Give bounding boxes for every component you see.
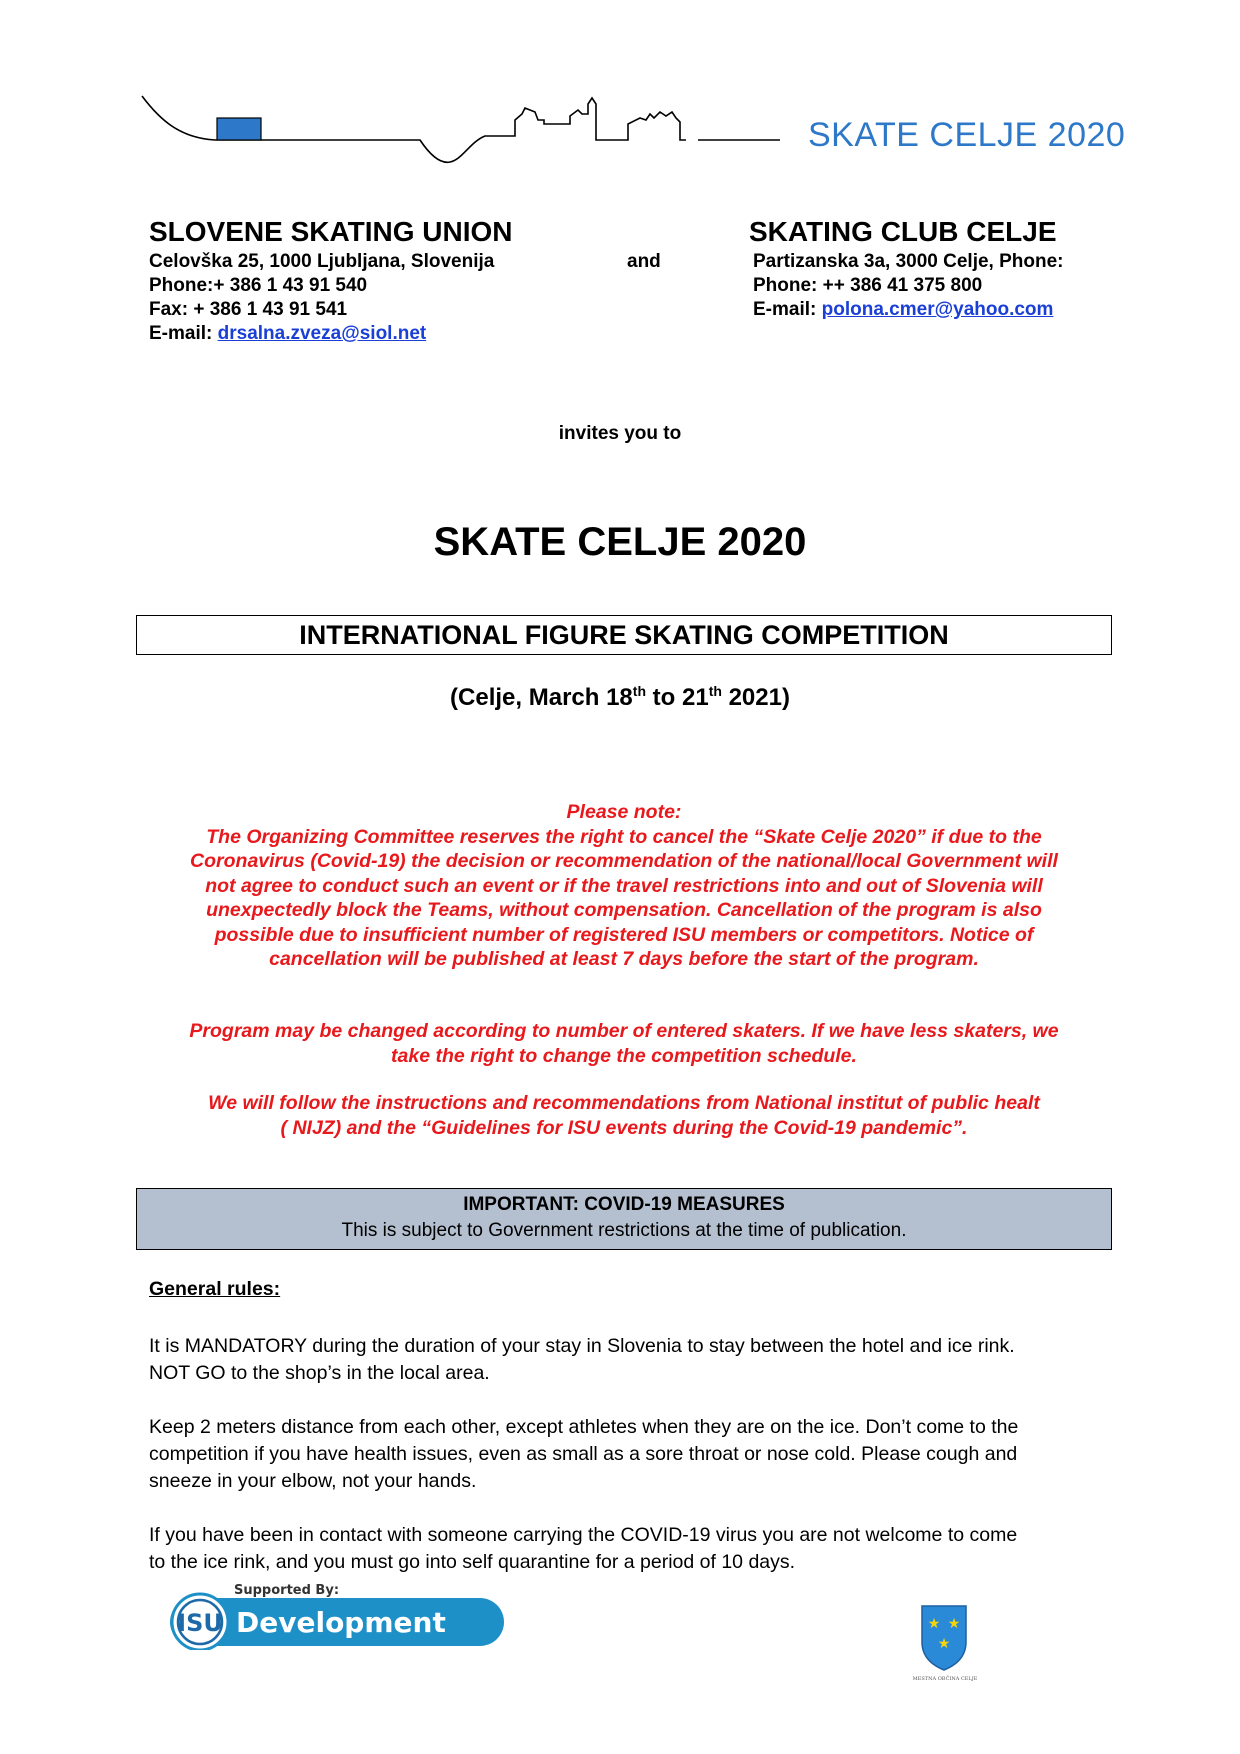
- left-org-name: SLOVENE SKATING UNION: [149, 216, 513, 247]
- right-org-phone: Phone: ++ 386 41 375 800: [753, 275, 983, 296]
- rule-line: sneeze in your elbow, not your hands.: [149, 1470, 477, 1492]
- right-org-email-row: [753, 298, 1053, 322]
- note-line: unexpectedly block the Teams, without compensation. Cancellation of the program is also: [206, 899, 1042, 921]
- event-title: SKATE CELJE 2020: [433, 520, 807, 564]
- rule-line: If you have been in contact with someone carrying the COVID-19 virus you are not welcome to come: [149, 1524, 1018, 1546]
- competition-title-box: INTERNATIONAL FIGURE SKATING COMPETITION: [136, 615, 1112, 655]
- rule-line: competition if you have health issues, even as small as a sore throat or nose cold. Please cough and: [149, 1443, 1018, 1465]
- crest-caption: MESTNA OBČINA CELJE: [912, 1676, 978, 1682]
- left-org-address: Celovška 25, 1000 Ljubljana, Slovenija: [149, 251, 495, 272]
- organizers-and: and: [627, 251, 661, 272]
- rule-line: It is MANDATORY during the duration of your stay in Slovenia to stay between the hotel and ice rink.: [149, 1335, 1015, 1357]
- note-heading: Please note:: [566, 801, 682, 823]
- rule-line: to the ice rink, and you must go into self quarantine for a period of 10 days.: [149, 1551, 796, 1573]
- note-line: The Organizing Committee reserves the right to cancel the “Skate Celje 2020” if due to the: [206, 825, 1042, 848]
- note-line: We will follow the instructions and recommendations from National institut of public healt: [208, 1092, 1040, 1114]
- note-program-change: [140, 1019, 1108, 1068]
- right-org-name: SKATING CLUB CELJE: [749, 216, 1057, 247]
- isu-development-logo: [168, 1580, 508, 1650]
- covid-box-subtitle: This is subject to Government restrictions at the time of publication.: [341, 1220, 907, 1241]
- covid-box-title: IMPORTANT: COVID-19 MEASURES: [463, 1194, 785, 1215]
- celje-coat-of-arms-icon: [918, 1602, 970, 1672]
- rule-line: Keep 2 meters distance from each other, except athletes when they are on the ice. Don’t come to the: [149, 1416, 1019, 1438]
- left-org-fax: Fax: + 386 1 43 91 541: [149, 299, 348, 320]
- right-org-email-link[interactable]: polona.cmer@yahoo.com: [821, 299, 1054, 320]
- left-org-phone: Phone:+ 386 1 43 91 540: [149, 275, 368, 296]
- left-org-email-row: [149, 322, 426, 346]
- rule-paragraph-2: [149, 1414, 1129, 1495]
- svg-text:★: ★: [947, 1616, 961, 1632]
- header-skyline-graphic: [140, 90, 800, 168]
- svg-text:★: ★: [937, 1636, 951, 1652]
- isu-mark: ISU: [177, 1609, 223, 1637]
- development-text: Development: [236, 1606, 446, 1639]
- event-dates: (Celje, March 18th to 21th 2021): [450, 683, 790, 711]
- header-blue-square: [217, 118, 261, 140]
- general-rules-heading: General rules:: [149, 1278, 281, 1300]
- left-org-email-label: E-mail:: [149, 323, 218, 344]
- rule-paragraph-3: [149, 1522, 1129, 1576]
- note-line: take the right to change the competition schedule.: [391, 1044, 857, 1067]
- note-line: Program may be changed according to number of entered skaters. If we have less skaters, we: [189, 1020, 1059, 1042]
- left-org-email-link[interactable]: drsalna.zveza@siol.net: [217, 323, 427, 344]
- rule-paragraph-1: [149, 1333, 1129, 1387]
- note-line: ( NIJZ) and the “Guidelines for ISU events during the Covid-19 pandemic”.: [280, 1116, 968, 1139]
- note-line: not agree to conduct such an event or if the travel restrictions into and out of Slovenia will: [205, 874, 1043, 897]
- note-line: Coronavirus (Covid-19) the decision or recommendation of the national/local Government will: [190, 850, 1058, 872]
- rule-line: NOT GO to the shop’s in the local area.: [149, 1362, 490, 1384]
- note-line: cancellation will be published at least 7 days before the start of the program.: [269, 948, 979, 970]
- right-org-address: Partizanska 3a, 3000 Celje, Phone:: [753, 251, 1064, 272]
- svg-text:★: ★: [927, 1616, 941, 1632]
- covid-measures-box: [136, 1188, 1112, 1250]
- right-org-email-label: E-mail:: [753, 299, 822, 320]
- note-guidelines: [140, 1091, 1108, 1140]
- note-cancellation: [140, 825, 1108, 972]
- brand-title: SKATE CELJE 2020: [808, 116, 1126, 154]
- note-line: possible due to insufficient number of registered ISU members or competitors. Notice of: [214, 923, 1034, 946]
- invites-text: invites you to: [558, 423, 682, 444]
- supported-by-text: Supported By:: [234, 1583, 340, 1598]
